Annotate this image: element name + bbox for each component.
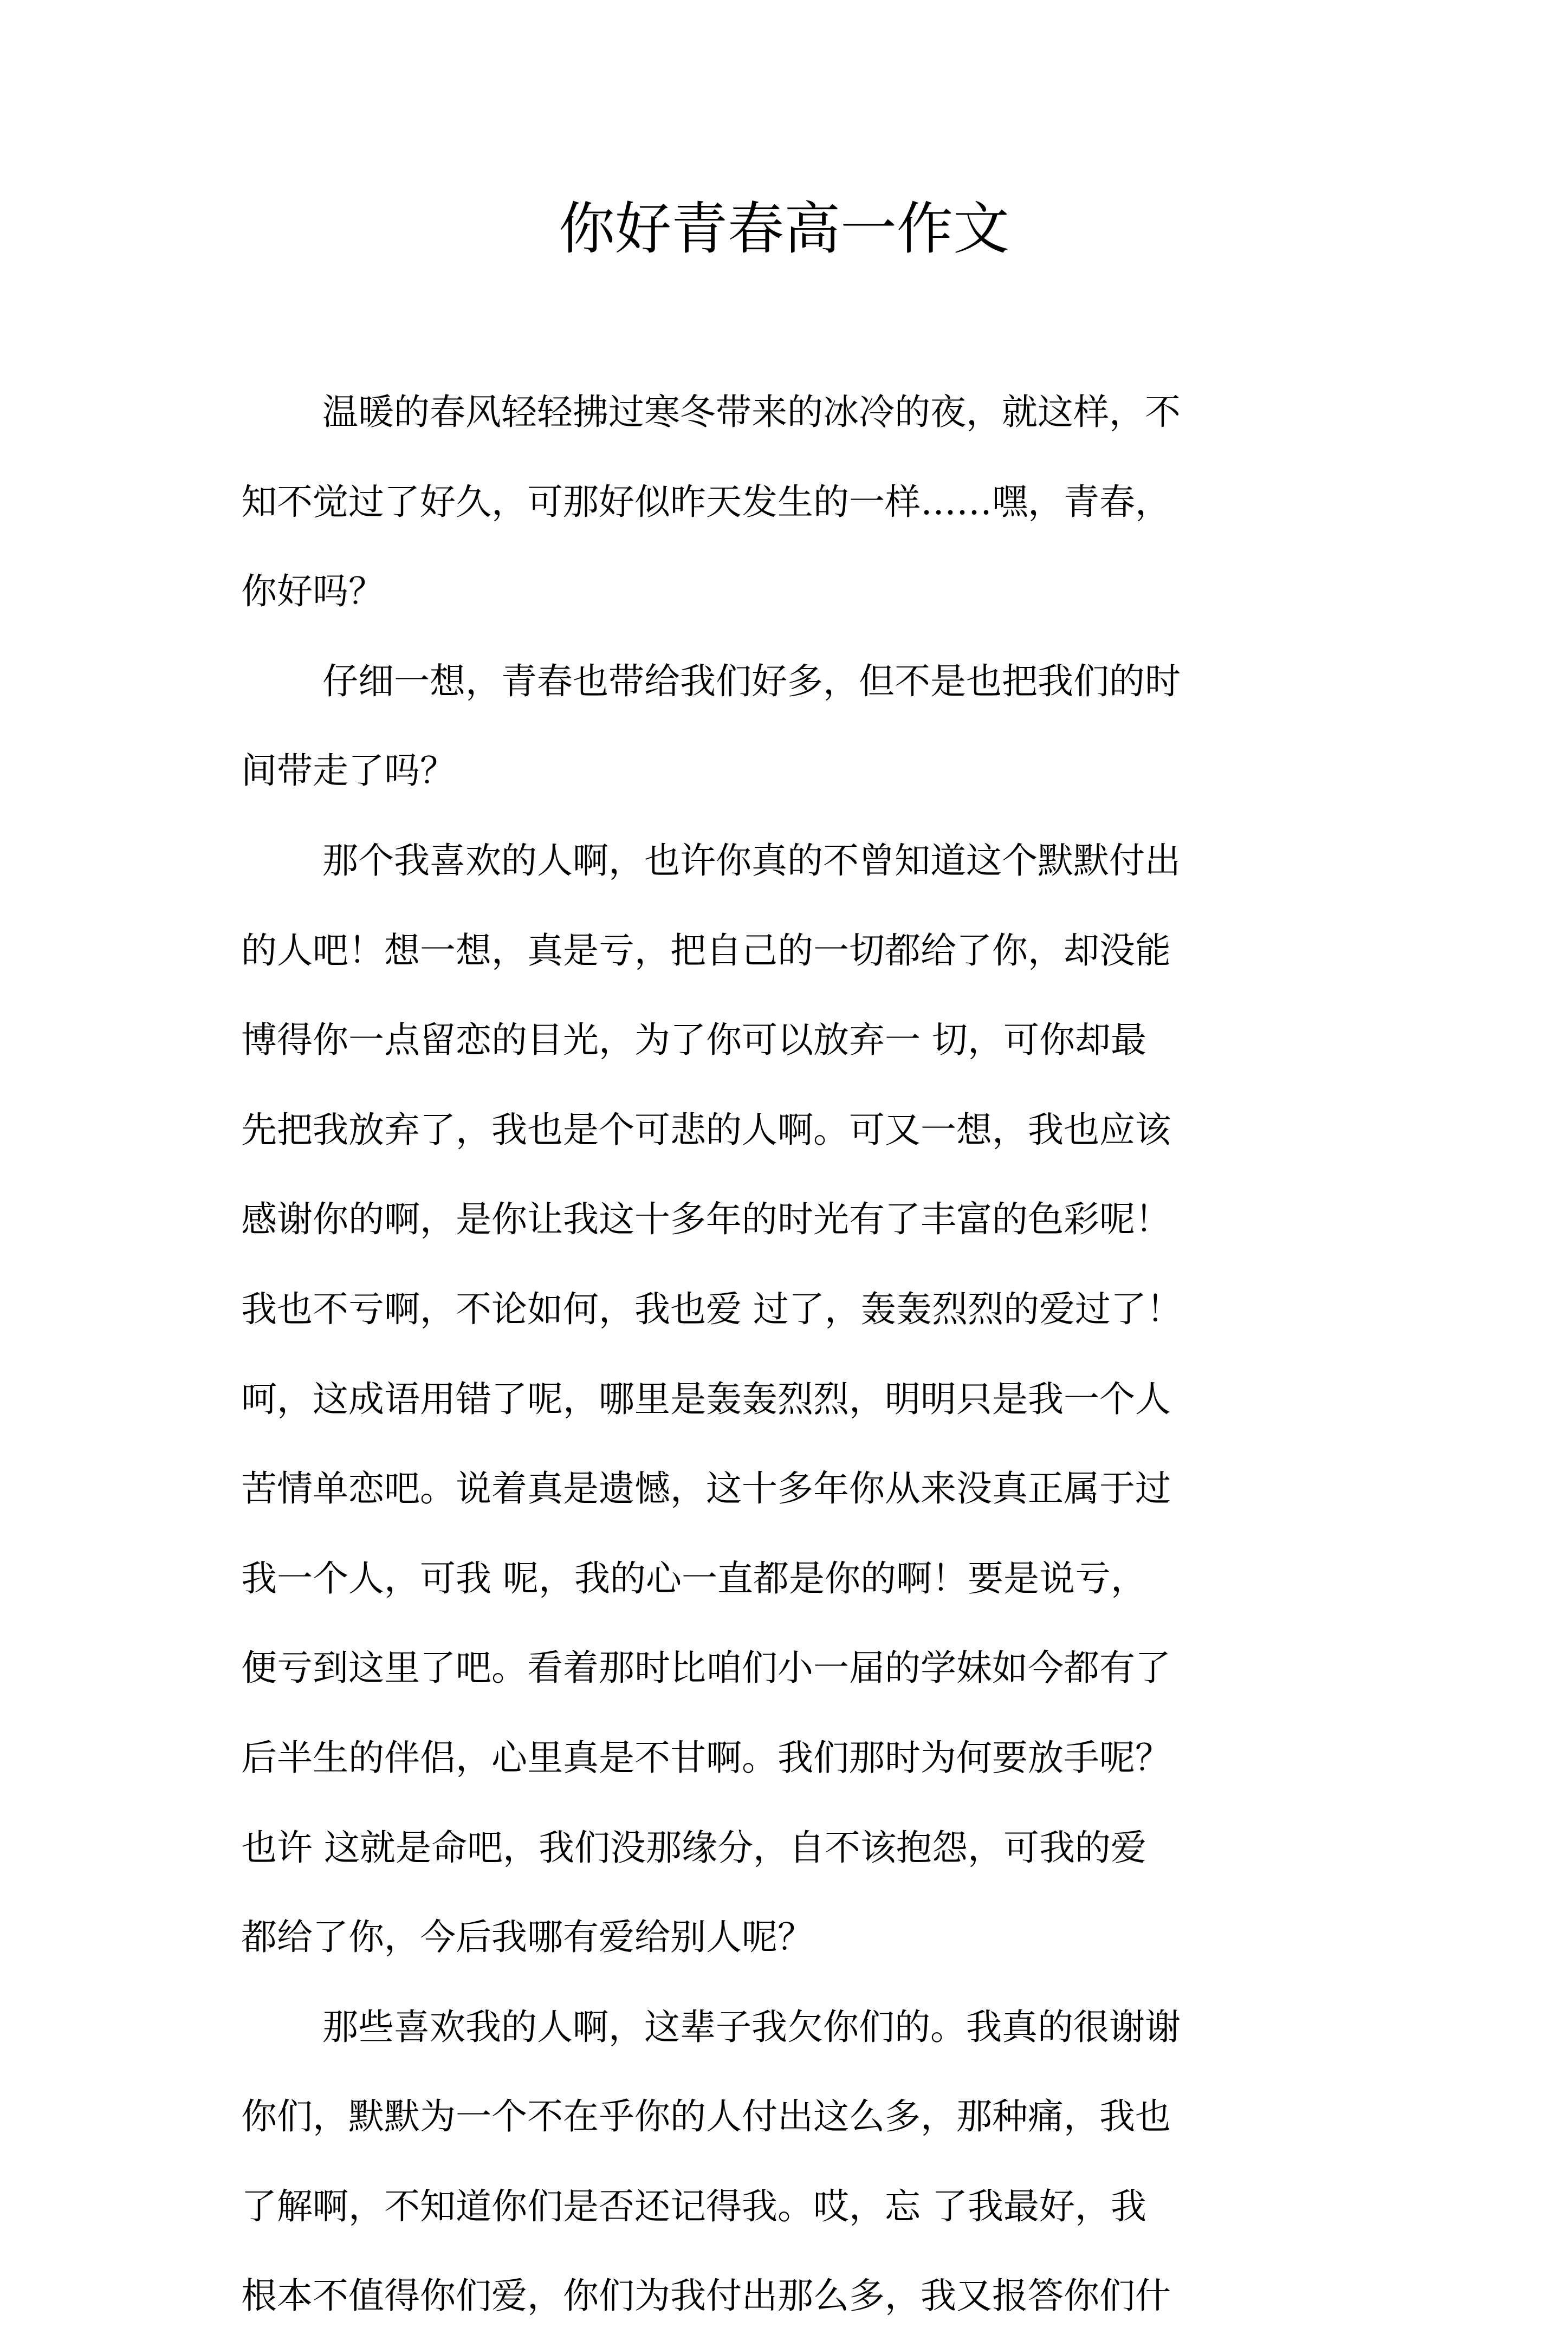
- paragraph-3-line-13: 都给了你，今后我哪有爱给别人呢？: [241, 1916, 813, 1959]
- paragraph-3-line-11: 后半生的伴侣，心里真是不甘啊。我们那时为何要放手呢？: [241, 1736, 1171, 1779]
- paragraph-3-line-8: 苦情单恋吧。说着真是遗憾，这十多年你从来没真正属于过: [241, 1468, 1171, 1510]
- document-body: [241, 367, 1327, 2341]
- paragraph-3-line-5: 感谢你的啊，是你让我这十多年的时光有了丰富的色彩呢！: [241, 1198, 1171, 1241]
- paragraph-4-line-4: 根本不值得你们爱，你们为我付出那么多，我又报答你们什: [241, 2275, 1171, 2317]
- paragraph-3-line-1: 那个我喜欢的人啊，也许你真的不曾知道这个默默付出: [322, 839, 1181, 881]
- paragraph-3-line-10: 便亏到这里了吧。看着那时比咱们小一届的学妹如今都有了: [241, 1647, 1171, 1689]
- document-title: 你好青春高一作文: [558, 196, 1009, 262]
- paragraph-1-line-2: 知不觉过了好久，可那好似昨天发生的一样……嘿，青春，: [241, 481, 1171, 523]
- paragraph-2-line-2: 间带走了吗？: [241, 750, 456, 792]
- paragraph-2-line-1: 仔细一想，青春也带给我们好多，但不是也把我们的时: [322, 660, 1181, 702]
- paragraph-3-line-9: 我一个人，可我 呢，我的心一直都是你的啊！要是说亏，: [241, 1557, 1146, 1599]
- paragraph-3-line-12: 也许 这就是命吧，我们没那缘分，自不该抱怨，可我的爱: [241, 1826, 1146, 1869]
- paragraph-1-line-3: 你好吗？: [241, 570, 384, 613]
- paragraph-3-line-3: 博得你一点留恋的目光，为了你可以放弃一 切，可你却最: [241, 1019, 1146, 1061]
- paragraph-4-line-1: 那些喜欢我的人啊，这辈子我欠你们的。我真的很谢谢: [322, 2006, 1181, 2048]
- paragraph-3-line-7: 呵，这成语用错了呢，哪里是轰轰烈烈，明明只是我一个人: [241, 1378, 1171, 1420]
- paragraph-3-line-6: 我也不亏啊，不论如何，我也爱 过了，轰轰烈烈的爱过了！: [241, 1288, 1182, 1330]
- paragraph-4-line-3: 了解啊，不知道你们是否还记得我。哎，忘 了我最好，我: [241, 2185, 1146, 2227]
- paragraph-3-line-2: 的人吧！想一想，真是亏，把自己的一切都给了你，却没能: [241, 929, 1171, 971]
- paragraph-1-line-1: 温暖的春风轻轻拂过寒冬带来的冰冷的夜，就这样，不: [322, 391, 1181, 433]
- paragraph-3-line-4: 先把我放弃了，我也是个可悲的人啊。可又一想，我也应该: [241, 1108, 1171, 1151]
- paragraph-4-line-2: 你们，默默为一个不在乎你的人付出这么多，那种痛，我也: [241, 2096, 1171, 2138]
